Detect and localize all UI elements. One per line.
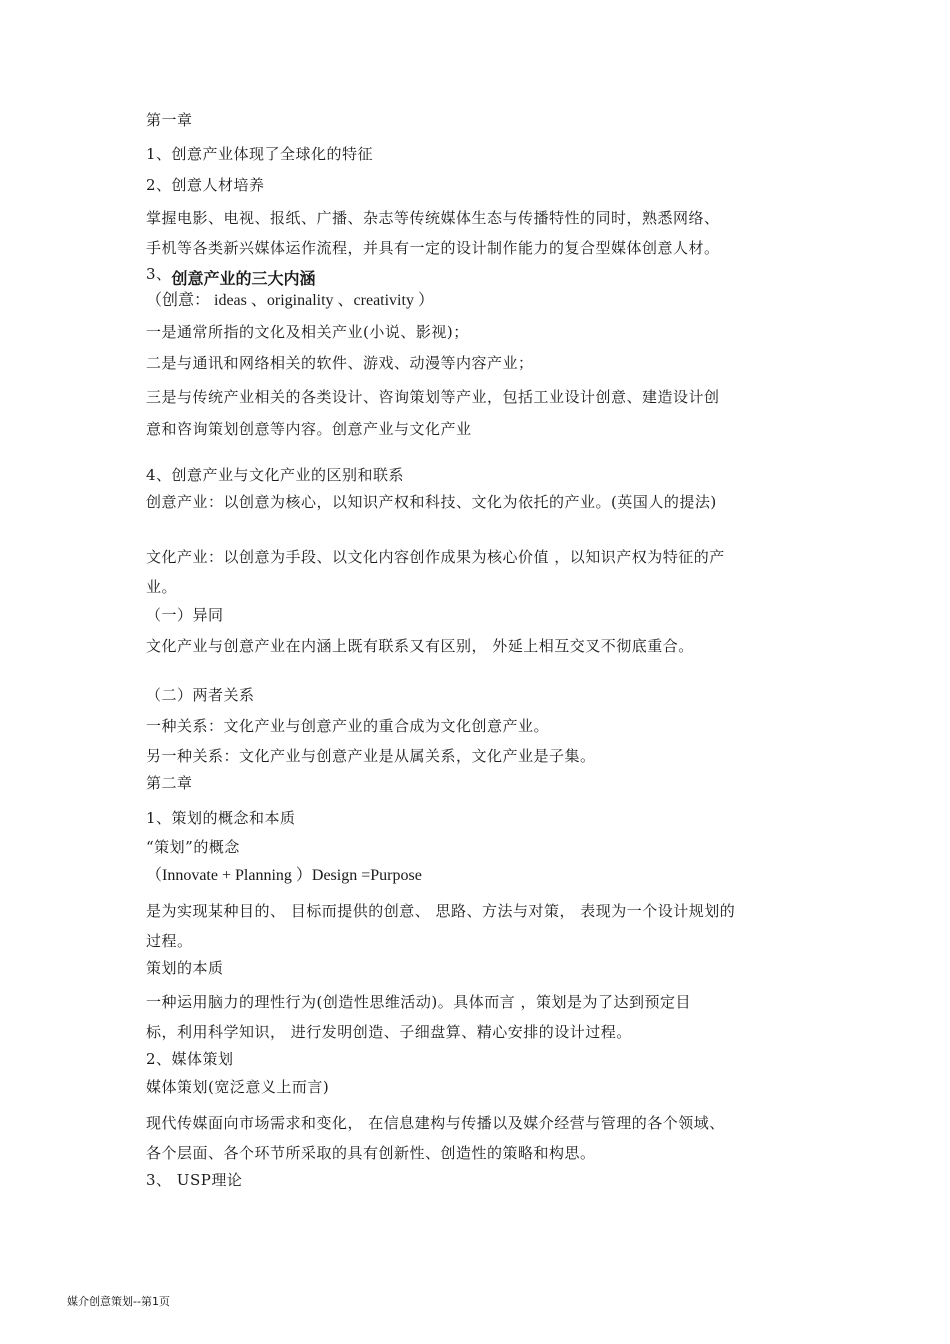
ch1-item-2: 2、创意人材培养 [146,176,265,194]
ch2-item-3: 3、 USP理论 [146,1171,243,1189]
ch1-item-2-paragraph-line-1: 掌握电影、电视、报纸、广播、杂志等传统媒体生态与传播特性的同时，熟悉网络、 [146,209,720,227]
ch1-item-3-heading [146,264,316,288]
ch1-item-3-parenthetical: （创意： ideas 、originality 、creativity ） [146,292,434,309]
ch1-section-2-line-1: 一种关系：文化产业与创意产业的重合成为文化创意产业。 [146,717,550,735]
ch1-section-1-paragraph: 文化产业与创意产业在内涵上既有联系又有区别， 外延上相互交叉不彻底重合。 [146,637,694,655]
ch1-item-3-title: 创意产业的三大内涵 [171,271,316,288]
ch2-definition-line-2: 过程。 [146,932,193,950]
ch2-media-heading: 媒体策划(宽泛意义上而言) [146,1078,330,1096]
ch2-essence-heading: 策划的本质 [146,959,224,977]
ch1-item-2-paragraph-line-2: 手机等各类新兴媒体运作流程，并具有一定的设计制作能力的复合型媒体创意人材。 [146,239,720,257]
ch1-item-3-line-1: 一是通常所指的文化及相关产业(小说、影视)； [146,323,469,341]
ch1-item-4-line-3: 业。 [146,578,178,596]
ch1-item-3-line-3: 三是与传统产业相关的各类设计、咨询策划等产业，包括工业设计创意、建造设计创 [146,388,720,406]
ch2-media-line-1: 现代传媒面向市场需求和变化， 在信息建构与传播以及媒介经营与管理的各个领域、 [146,1114,725,1132]
ch2-media-line-2: 各个层面、各个环节所采取的具有创新性、创造性的策略和构思。 [146,1144,596,1162]
ch1-item-1: 1、创意产业体现了全球化的特征 [146,145,374,163]
chapter-2-title: 第二章 [146,774,193,792]
ch2-concept-heading: “策划”的概念 [146,838,240,856]
ch1-section-1-heading: （一）异同 [146,606,224,624]
ch2-item-1: 1、策划的概念和本质 [146,809,296,827]
ch1-item-3-line-2: 二是与通讯和网络相关的软件、游戏、动漫等内容产业； [146,354,534,372]
ch2-formula: （Innovate + Planning ）Design =Purpose [146,867,422,884]
ch1-section-2-heading: （二）两者关系 [146,686,255,704]
ch1-item-3-number: 3、 [146,265,172,283]
ch1-section-2-line-2: 另一种关系：文化产业与创意产业是从属关系，文化产业是子集。 [146,747,596,765]
ch1-item-3-line-4: 意和咨询策划创意等内容。创意产业与文化产业 [146,420,472,438]
chapter-1-title: 第一章 [146,111,193,129]
ch1-item-4-line-2: 文化产业：以创意为手段、以文化内容创作成果为核心价值 ，以知识产权为特征的产 [146,548,725,566]
page-footer: 媒介创意策划--第1页 [67,1295,170,1308]
ch2-definition-line-1: 是为实现某种目的、 目标而提供的创意、 思路、方法与对策， 表现为一个设计规划的 [146,902,736,920]
ch2-item-2: 2、媒体策划 [146,1050,234,1068]
ch2-essence-line-1: 一种运用脑力的理性行为(创造性思维活动)。具体而言 ，策划是为了达到预定目 [146,993,691,1011]
ch2-essence-line-2: 标，利用科学知识， 进行发明创造、子细盘算、精心安排的设计过程。 [146,1023,632,1041]
ch1-item-4-line-1: 创意产业：以创意为核心，以知识产权和科技、文化为依托的产业。(英国人的提法) [146,493,717,511]
ch1-item-4: 4、创意产业与文化产业的区别和联系 [146,466,405,484]
